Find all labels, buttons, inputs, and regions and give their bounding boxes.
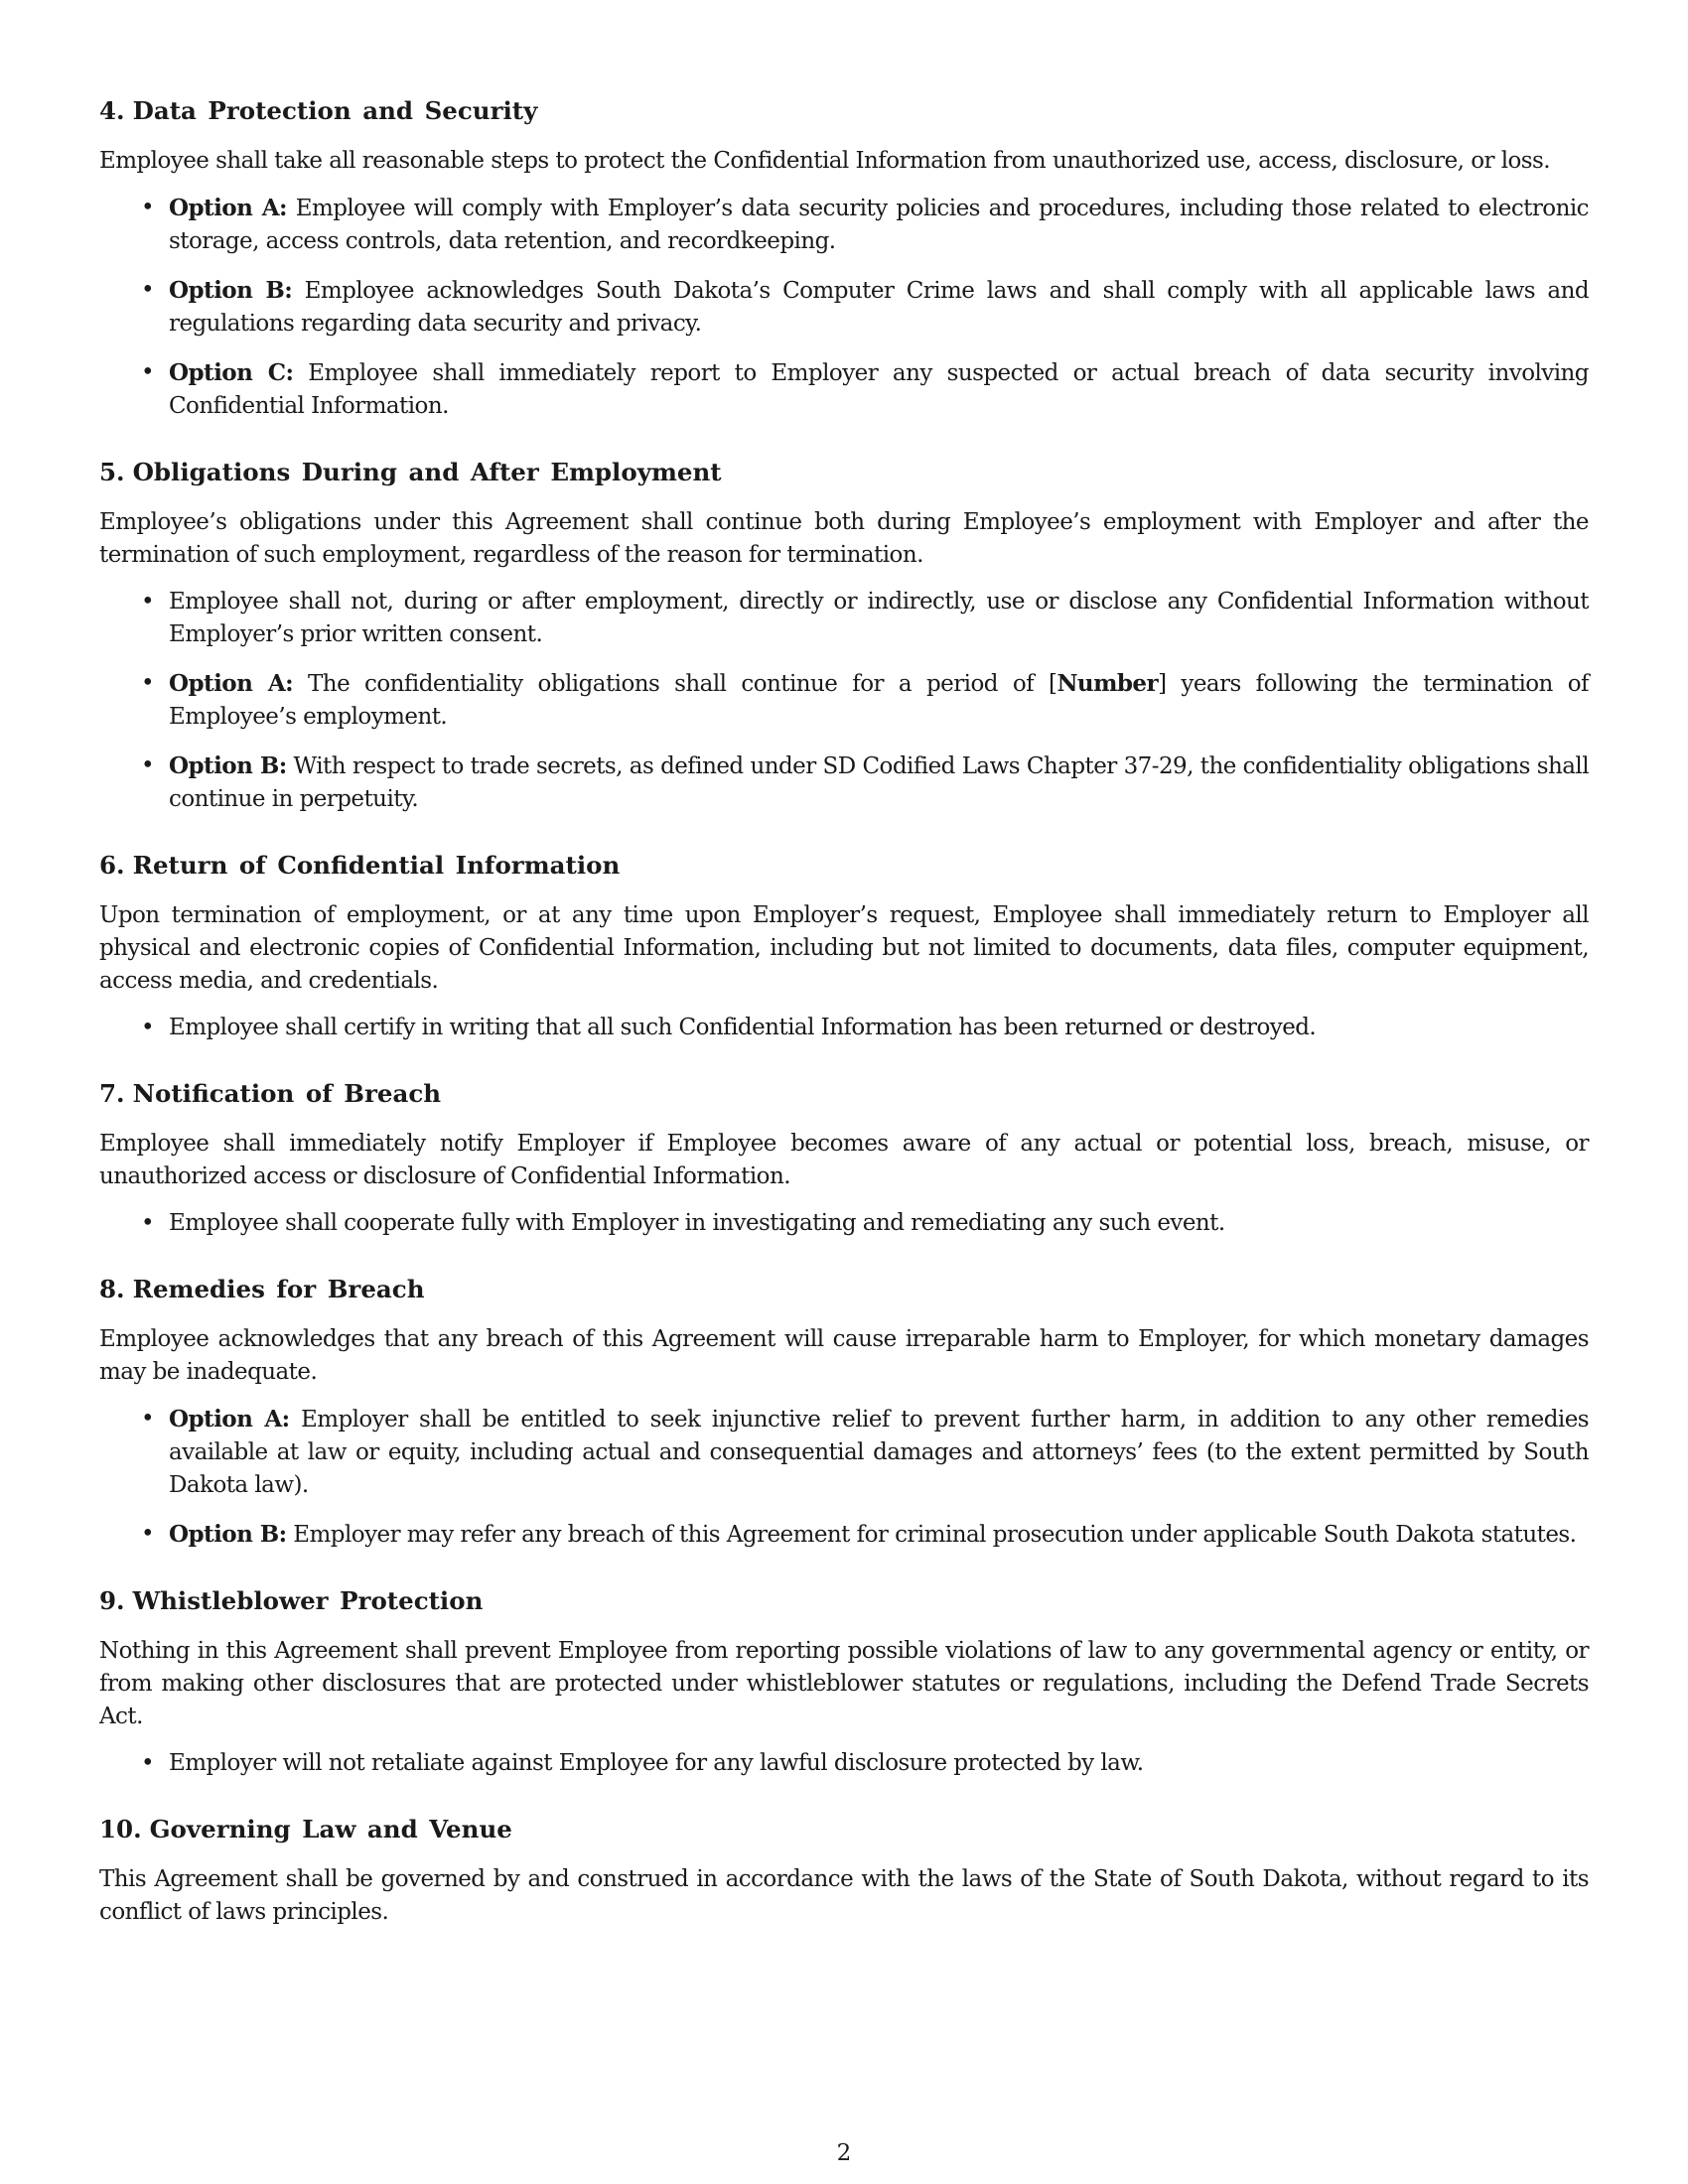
item-text-after: ] years following the termination of Employee’s employment.	[169, 671, 1589, 730]
bullet-icon: •	[141, 1015, 155, 1040]
list-item	[99, 667, 1589, 734]
bullet-list	[99, 1403, 1589, 1552]
item-text: Employer shall be entitled to seek injunctive relief to prevent further harm, in addition to any other remedies available at law or equity, including actual and consequential damages and attorneys’ fees (to the extent permitted by South Dakota law).	[169, 1407, 1590, 1498]
section-5	[99, 457, 1589, 816]
list-item	[99, 274, 1589, 341]
item-text: Employer will not retaliate against Employee for any lawful disclosure protected by law.	[169, 1750, 1144, 1776]
list-item	[99, 356, 1589, 423]
section-heading	[99, 850, 1589, 882]
section-number: 9.	[99, 1586, 125, 1615]
section-title: Governing Law and Venue	[149, 1815, 512, 1843]
section-title: Notification of Breach	[132, 1079, 442, 1108]
section-7	[99, 1078, 1589, 1240]
section-intro: Employee’s obligations under this Agreement shall continue both during Employee’s employment with Employer and after the termination of such employment, regardless of the reason for termination.	[99, 509, 1589, 568]
option-label: Option A:	[169, 1406, 290, 1433]
option-label: Option A:	[169, 670, 294, 697]
bullet-list	[99, 586, 1589, 816]
section-title: Return of Confidential Information	[132, 851, 621, 880]
option-label: Option C:	[169, 359, 294, 386]
bullet-list	[99, 1207, 1589, 1240]
list-item	[99, 1403, 1589, 1502]
section-intro: This Agreement shall be governed by and construed in accordance with the laws of the State of South Dakota, without regard to its conflict of laws principles.	[99, 1866, 1589, 1925]
section-title: Remedies for Breach	[132, 1275, 425, 1303]
section-number: 8.	[99, 1275, 125, 1303]
list-item	[99, 1207, 1589, 1240]
section-intro: Upon termination of employment, or at any time upon Employer’s request, Employee shall immediately return to Employer all physical and electronic copies of Confidential Information, including but not limited to documents, data files, computer equipment, access media, and credentials.	[99, 902, 1589, 994]
item-text-before: The confidentiality obligations shall continue for a period of [	[308, 671, 1057, 697]
bullet-list	[99, 192, 1589, 423]
section-intro: Employee acknowledges that any breach of this Agreement will cause irreparable harm to Employer, for which monetary damages may be inadequate.	[99, 1326, 1589, 1385]
section-heading	[99, 1814, 1589, 1845]
bullet-icon: •	[141, 1210, 155, 1236]
item-text: Employee shall cooperate fully with Employer in investigating and remediating any such event.	[169, 1210, 1225, 1236]
section-heading	[99, 1274, 1589, 1305]
section-title: Data Protection and Security	[132, 96, 538, 125]
list-item	[99, 750, 1589, 816]
section-number: 5.	[99, 458, 125, 486]
section-heading	[99, 457, 1589, 488]
list-item	[99, 1747, 1589, 1780]
section-intro: Nothing in this Agreement shall prevent Employee from reporting possible violations of law to any governmental agency or entity, or from making other disclosures that are protected under whistleblower statutes or regulations, including the Defend Trade Secrets Act.	[99, 1638, 1589, 1729]
bullet-icon: •	[141, 195, 155, 220]
section-6	[99, 850, 1589, 1044]
section-9	[99, 1585, 1589, 1780]
section-number: 10.	[99, 1815, 142, 1843]
list-item	[99, 1012, 1589, 1044]
bullet-icon: •	[141, 1406, 155, 1432]
option-label: Option A:	[169, 195, 287, 221]
item-text: Employer may refer any breach of this Agreement for criminal prosecution under applicable South Dakota statutes.	[293, 1522, 1577, 1548]
document-page	[99, 95, 1589, 1963]
section-number: 7.	[99, 1079, 125, 1108]
placeholder-number: Number	[1056, 670, 1159, 697]
section-number: 6.	[99, 851, 125, 880]
option-label: Option B:	[169, 1521, 287, 1548]
section-number: 4.	[99, 96, 125, 125]
bullet-icon: •	[141, 670, 155, 696]
item-text: Employee will comply with Employer’s data security policies and procedures, including those related to electronic storage, access controls, data retention, and recordkeeping.	[169, 196, 1589, 254]
section-heading	[99, 95, 1589, 127]
option-label: Option B:	[169, 277, 293, 304]
list-item	[99, 192, 1589, 258]
item-text: Employee shall immediately report to Employer any suspected or actual breach of data security involving Confidential Information.	[169, 360, 1589, 419]
option-label: Option B:	[169, 752, 287, 779]
page-number: 2	[836, 2140, 852, 2166]
bullet-icon: •	[141, 752, 155, 778]
bullet-icon: •	[141, 1750, 155, 1776]
bullet-icon: •	[141, 589, 155, 614]
list-item	[99, 1518, 1589, 1552]
section-4	[99, 95, 1589, 423]
section-title: Obligations During and After Employment	[132, 458, 722, 486]
section-8	[99, 1274, 1589, 1552]
item-text: Employee shall certify in writing that all such Confidential Information has been returned or destroyed.	[169, 1015, 1317, 1040]
item-text: Employee acknowledges South Dakota’s Computer Crime laws and shall comply with all applicable laws and regulations regarding data security and privacy.	[169, 278, 1590, 337]
item-text: Employee shall not, during or after employment, directly or indirectly, use or disclose any Confidential Information without Employer’s prior written consent.	[169, 589, 1589, 647]
bullet-list	[99, 1012, 1589, 1044]
section-heading	[99, 1078, 1589, 1110]
section-title: Whistleblower Protection	[132, 1586, 484, 1615]
section-10	[99, 1814, 1589, 1929]
list-item	[99, 586, 1589, 651]
section-intro: Employee shall immediately notify Employer if Employee becomes aware of any actual or potential loss, breach, misuse, or unauthorized access or disclosure of Confidential Information.	[99, 1131, 1589, 1189]
bullet-icon: •	[141, 359, 155, 385]
item-text: With respect to trade secrets, as defined under SD Codified Laws Chapter 37-29, the confidentiality obligations shall continue in perpetuity.	[169, 753, 1590, 812]
bullet-icon: •	[141, 277, 155, 303]
bullet-icon: •	[141, 1521, 155, 1547]
section-heading	[99, 1585, 1589, 1617]
section-intro: Employee shall take all reasonable steps to protect the Confidential Information from unauthorized use, access, disclosure, or loss.	[99, 148, 1551, 174]
bullet-list	[99, 1747, 1589, 1780]
